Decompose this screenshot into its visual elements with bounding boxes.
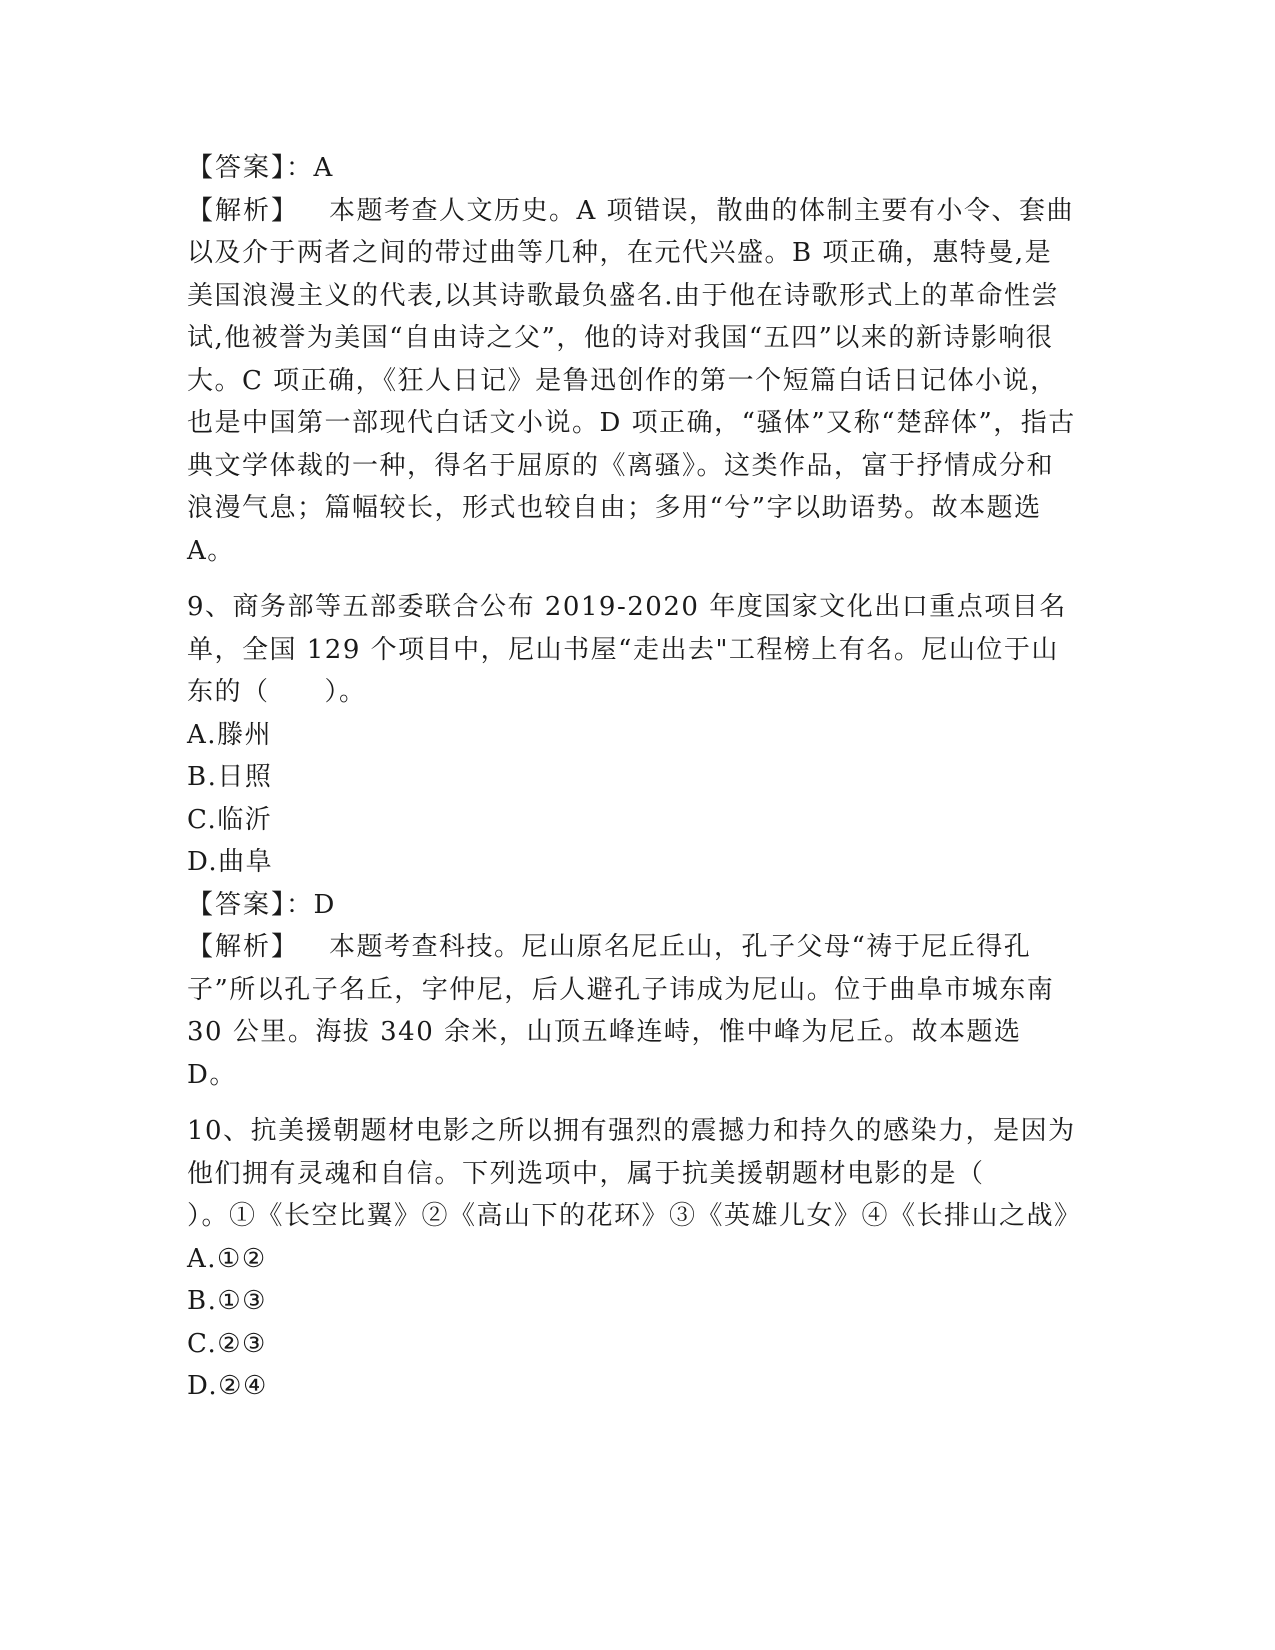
- q10-option-d: D.②④: [187, 1371, 268, 1401]
- q8-analysis: [187, 190, 1077, 573]
- q8-answer-tag: 【答案】: [187, 153, 287, 183]
- q8-analysis-text: 本题考查人文历史。A 项错误，散曲的体制主要有小令、套曲以及介于两者之间的带过曲等几种，在元代兴盛。B 项正确，惠特曼,是美国浪漫主义的代表,以其诗歌最负盛名.由于他在诗歌形式上的革命性尝试,他被誉为美国“自由诗之父”，他的诗对我国“五四”以来的新诗影响很大。C 项正确，《狂人日记》是鲁迅创作的第一个短篇白话日记体小说，也是中国第一部现代白话文小说。D 项正确，“骚体”又称“楚辞体”，指古典文学体裁的一种，得名于屈原的《离骚》。这类作品，富于抒情成分和浪漫气息；篇幅较长，形式也较自由；多用“兮”字以助语势。故本题选 A。: [187, 195, 1076, 566]
- q8-analysis-tag: 【解析】: [187, 195, 300, 226]
- document-content: [187, 147, 1082, 1408]
- q9-stem: 9、商务部等五部委联合公布 2019-2020 年度国家文化出口重点项目名单，全国 129 个项目中，尼山书屋“走出去"工程榜上有名。尼山位于山东的（ ）。: [187, 592, 1067, 707]
- q10-stem: 10、抗美援朝题材电影之所以拥有强烈的震撼力和持久的感染力，是因为他们拥有灵魂和自信。下列选项中，属于抗美援朝题材电影的是（ ）。①《长空比翼》②《高山下的花环》③《英雄儿女》④《长排山之战》: [187, 1116, 1082, 1231]
- q10-option-b: B.①③: [187, 1286, 267, 1316]
- q9-answer-sep: ：: [286, 889, 314, 920]
- q9-option-a: A.滕州: [187, 719, 273, 750]
- q9-answer-tag: 【答案】: [187, 889, 287, 920]
- q9-analysis-tag: 【解析】: [187, 932, 300, 962]
- q9-answer-value: D: [313, 889, 336, 920]
- q8-answer-sep: ：: [286, 153, 314, 183]
- q10-option-a: A.①②: [187, 1243, 267, 1274]
- q9-option-b: B.日照: [187, 762, 273, 792]
- q8-answer-line: [187, 147, 1077, 190]
- q9-option-d: D.曲阜: [187, 847, 274, 877]
- q9-analysis-text: 本题考查科技。尼山原名尼丘山，孔子父母“祷于尼丘得孔子”所以孔子名丘，字仲尼，后人避孔子讳成为尼山。位于曲阜市城东南 30 公里。海拔 340 余米，山顶五峰连峙，惟中峰为尼丘。故本题选 D。: [187, 932, 1055, 1090]
- q8-answer-value: A: [313, 153, 334, 183]
- q9-analysis: [187, 926, 1077, 1096]
- q10-option-c: C.②③: [187, 1328, 267, 1359]
- q9-option-c: C.临沂: [187, 804, 273, 835]
- q9-answer-line: [187, 884, 1077, 927]
